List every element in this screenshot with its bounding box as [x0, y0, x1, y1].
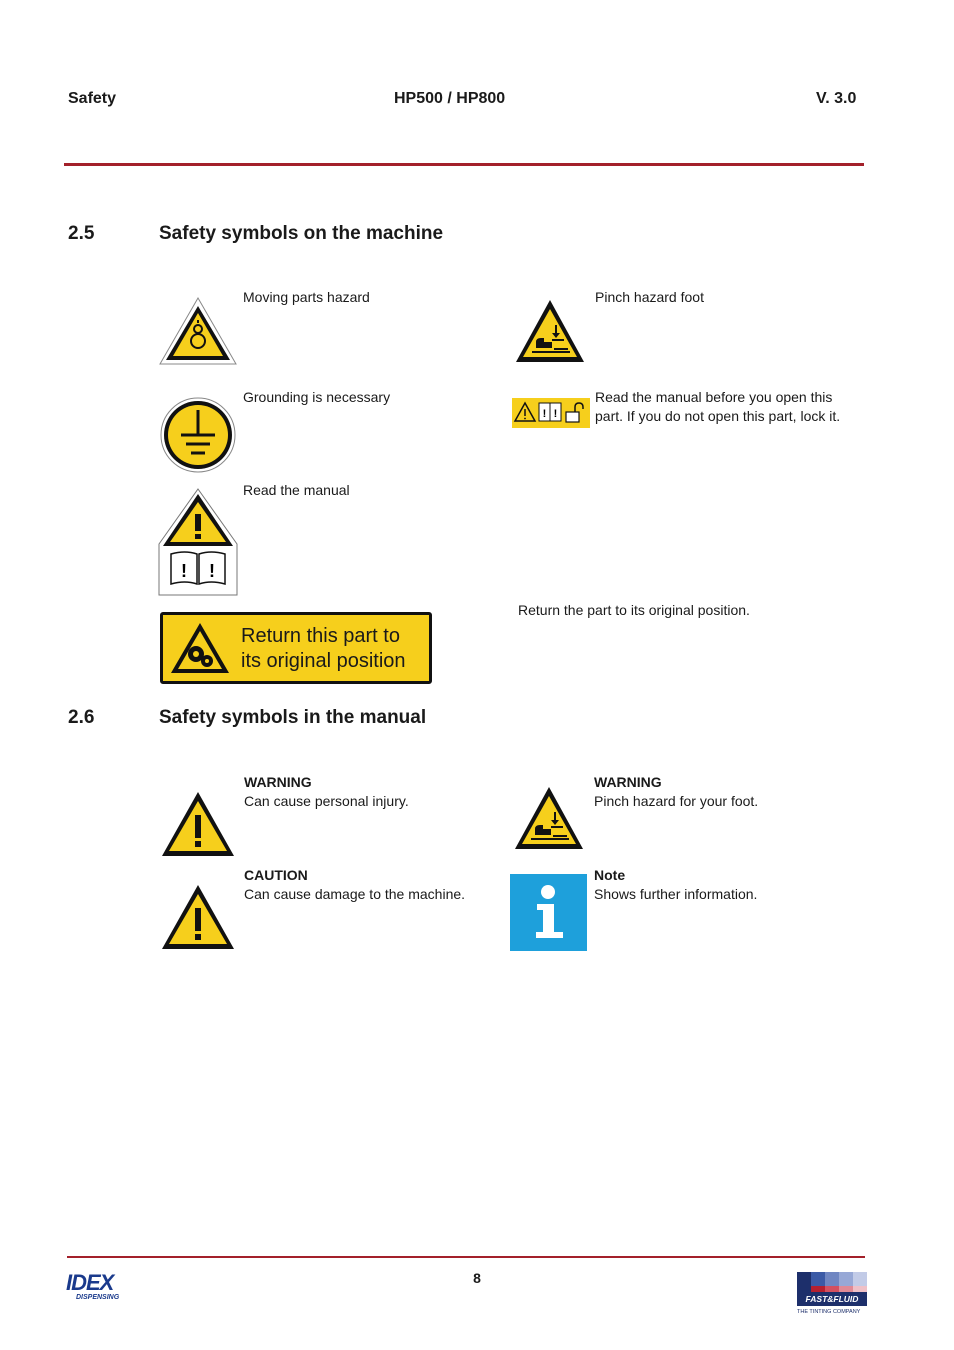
fast-fluid-logo-sub: THE TINTING COMPANY — [797, 1309, 861, 1315]
footer-rule — [67, 1256, 865, 1258]
fast-fluid-logo-text: FAST&FLUID — [797, 1292, 867, 1306]
caption-text: Can cause personal injury. — [244, 793, 409, 809]
caption-text: Pinch hazard for your foot. — [594, 793, 759, 809]
idex-logo-sub: DISPENSING — [76, 1294, 120, 1301]
svg-text:!: ! — [542, 408, 547, 420]
svg-text:!: ! — [209, 561, 215, 581]
caption-warning-pinch — [594, 773, 758, 811]
svg-text:!: ! — [181, 561, 187, 581]
section-title: Safety symbols in the manual — [159, 707, 427, 728]
section-title: Safety symbols on the machine — [159, 223, 444, 244]
read-manual-icon — [158, 488, 238, 596]
warning-icon — [160, 790, 236, 858]
header-model: HP500 / HP800 — [394, 90, 506, 107]
return-sign-line2: its original position — [241, 650, 406, 672]
grounding-icon — [159, 396, 237, 474]
caption-heading: WARNING — [244, 774, 312, 790]
header-version: V. 3.0 — [816, 90, 857, 107]
caption-note — [594, 866, 757, 904]
section-heading-machine — [68, 223, 443, 245]
page-number: 8 — [473, 1270, 481, 1286]
caption-caution — [244, 866, 465, 904]
info-icon — [510, 874, 587, 951]
fast-fluid-logo — [797, 1272, 867, 1324]
caution-icon — [160, 883, 236, 951]
caption-return-position: Return the part to its original position. — [518, 602, 750, 618]
pinch-hazard-foot-icon — [514, 298, 586, 364]
caption-read-manual-lock: Read the manual before you open this part. If you do not open this part, lock it. — [595, 389, 841, 424]
pinch-hazard-foot-icon — [513, 785, 585, 851]
idex-logo — [66, 1272, 138, 1304]
caption-moving-parts: Moving parts hazard — [243, 289, 370, 305]
idex-logo-text: IDEX — [66, 1270, 114, 1295]
svg-text:!: ! — [553, 408, 558, 420]
caption-heading: CAUTION — [244, 867, 308, 883]
caption-read-manual: Read the manual — [243, 482, 350, 498]
moving-parts-hazard-icon — [158, 296, 238, 366]
caption-warning-injury — [244, 773, 409, 811]
return-position-sign — [160, 612, 432, 684]
return-sign-text — [241, 624, 406, 674]
read-manual-lock-icon — [512, 398, 590, 428]
section-number: 2.5 — [68, 223, 95, 244]
caption-heading: WARNING — [594, 774, 662, 790]
header-rule — [64, 163, 864, 166]
header-section-label: Safety — [68, 90, 117, 107]
section-heading-manual — [68, 707, 426, 729]
caption-heading: Note — [594, 867, 626, 883]
caption-grounding: Grounding is necessary — [243, 389, 391, 405]
caption-text: Shows further information. — [594, 886, 758, 902]
caption-pinch-hazard: Pinch hazard foot — [595, 289, 704, 305]
caption-text: Can cause damage to the machine. — [244, 886, 466, 902]
section-number: 2.6 — [68, 707, 95, 728]
return-sign-line1: Return this part to — [241, 625, 400, 647]
